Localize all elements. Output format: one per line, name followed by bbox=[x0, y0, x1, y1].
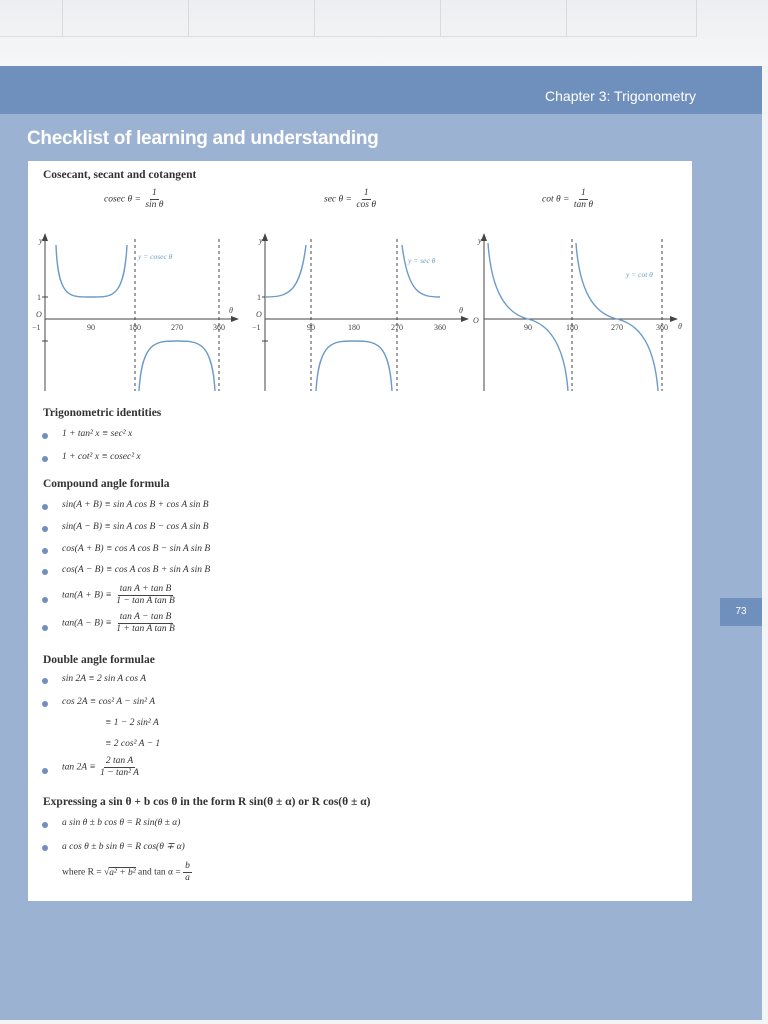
identity-formula: 1 + tan² x ≡ sec² x bbox=[62, 429, 133, 439]
fraction-denominator: 1 − tan² A bbox=[100, 768, 139, 778]
top-tile bbox=[566, 0, 697, 37]
top-tile bbox=[188, 0, 315, 37]
fraction-numerator: b bbox=[185, 861, 190, 871]
origin-label: O bbox=[36, 310, 42, 319]
bullet-point bbox=[42, 456, 48, 462]
section-heading-double: Double angle formulae bbox=[43, 654, 155, 666]
tan-sum-formula bbox=[62, 584, 177, 607]
fraction-denominator: 1 + tan A tan B bbox=[116, 624, 175, 634]
cosec-graph bbox=[28, 231, 243, 396]
top-tile bbox=[440, 0, 567, 37]
fraction-numerator: 2 tan A bbox=[105, 756, 134, 766]
top-margin-strip bbox=[0, 0, 768, 66]
sqrt-symbol: √ bbox=[104, 867, 110, 878]
x-tick-label: 270 bbox=[391, 323, 403, 332]
where-clause bbox=[62, 861, 192, 884]
fraction-denominator: cos θ bbox=[356, 200, 377, 210]
x-tick-label: 270 bbox=[171, 323, 183, 332]
cosec-curve-branch bbox=[56, 245, 127, 297]
section-heading-identities: Trigonometric identities bbox=[43, 407, 162, 419]
bullet-point bbox=[42, 597, 48, 603]
y-axis-arrow bbox=[262, 233, 268, 241]
cot-curve-branch bbox=[576, 243, 658, 391]
sec-definition bbox=[324, 188, 378, 211]
bullet-point bbox=[42, 678, 48, 684]
formula-lhs: cot θ = bbox=[542, 194, 570, 205]
section-heading-compound: Compound angle formula bbox=[43, 478, 170, 490]
cot-definition bbox=[542, 188, 595, 211]
header-band bbox=[0, 66, 762, 114]
y-tick-label: 1 bbox=[37, 293, 41, 302]
y-axis-label: y bbox=[39, 236, 43, 245]
top-tile bbox=[314, 0, 441, 37]
sec-curve-branch bbox=[265, 245, 306, 297]
sec-curve-branch bbox=[402, 245, 440, 297]
fraction-numerator: tan A − tan B bbox=[119, 612, 172, 622]
fraction-denominator: a bbox=[185, 873, 190, 883]
y-axis-label: y bbox=[259, 236, 263, 245]
formula-lhs: cosec θ = bbox=[104, 194, 141, 205]
chapter-label: Chapter 3: Trigonometry bbox=[545, 88, 696, 104]
page-number: 73 bbox=[720, 598, 762, 626]
fraction bbox=[114, 584, 177, 607]
tan-difference-formula bbox=[62, 612, 177, 635]
where-and: and tan α = bbox=[137, 867, 181, 878]
page-title: Checklist of learning and understanding bbox=[27, 128, 379, 149]
cot-curve-branch bbox=[488, 243, 568, 391]
bullet-point bbox=[42, 768, 48, 774]
y-axis-arrow bbox=[481, 233, 487, 241]
x-tick-label: 180 bbox=[348, 323, 360, 332]
y-tick-label: −1 bbox=[32, 323, 41, 332]
bullet-point bbox=[42, 845, 48, 851]
y-axis-arrow bbox=[42, 233, 48, 241]
origin-label: O bbox=[256, 310, 262, 319]
x-axis-label: θ bbox=[678, 322, 682, 331]
fraction bbox=[354, 188, 378, 211]
section-heading-reciprocal: Cosecant, secant and cotangent bbox=[43, 169, 197, 181]
cosec-definition bbox=[104, 188, 165, 211]
fraction-denominator: 1 − tan A tan B bbox=[116, 596, 175, 606]
compound-formula: sin(A − B) ≡ sin A cos B − cos A sin B bbox=[62, 522, 209, 532]
cos-double-alt: ≡ 2 cos² A − 1 bbox=[105, 739, 161, 749]
fraction-numerator: 1 bbox=[581, 188, 586, 198]
x-tick-label: 360 bbox=[213, 323, 225, 332]
fraction bbox=[143, 188, 165, 211]
bullet-point bbox=[42, 433, 48, 439]
expressing-formula: a cos θ ± b sin θ = R cos(θ ∓ α) bbox=[62, 842, 185, 852]
where-prefix: where R = bbox=[62, 867, 102, 878]
x-tick-label: 180 bbox=[129, 323, 141, 332]
x-axis-label: θ bbox=[459, 306, 463, 315]
bullet-point bbox=[42, 701, 48, 707]
fraction-denominator: tan θ bbox=[573, 200, 593, 210]
top-tile bbox=[62, 0, 189, 37]
y-tick-label: 1 bbox=[257, 293, 261, 302]
curve-label: y = cot θ bbox=[626, 270, 653, 279]
x-tick-label: 360 bbox=[656, 323, 668, 332]
x-tick-label: 90 bbox=[87, 323, 95, 332]
sin-double-formula: sin 2A ≡ 2 sin A cos A bbox=[62, 674, 147, 684]
fraction bbox=[114, 612, 177, 635]
compound-formula: cos(A − B) ≡ cos A cos B + sin A sin B bbox=[62, 565, 211, 575]
formula-lhs: tan(A − B) ≡ bbox=[62, 618, 112, 629]
bullet-point bbox=[42, 625, 48, 631]
compound-formula: cos(A + B) ≡ cos A cos B − sin A sin B bbox=[62, 544, 211, 554]
checklist-card bbox=[28, 161, 692, 901]
compound-formula: sin(A + B) ≡ sin A cos B + cos A sin B bbox=[62, 500, 209, 510]
x-tick-label: 270 bbox=[611, 323, 623, 332]
curve-label: y = sec θ bbox=[408, 256, 436, 265]
formula-lhs: tan 2A ≡ bbox=[62, 762, 96, 773]
fraction bbox=[98, 756, 141, 779]
tan-double-formula bbox=[62, 756, 141, 779]
sec-curve-branch bbox=[316, 341, 392, 391]
x-tick-label: 90 bbox=[524, 323, 532, 332]
sqrt-radicand: a² + b² bbox=[109, 867, 136, 878]
fraction bbox=[183, 861, 192, 884]
y-axis-label: y bbox=[478, 236, 482, 245]
fraction-numerator: tan A + tan B bbox=[119, 584, 172, 594]
top-tile bbox=[0, 0, 63, 37]
x-tick-label: 360 bbox=[434, 323, 446, 332]
bullet-point bbox=[42, 526, 48, 532]
identity-formula: 1 + cot² x ≡ cosec² x bbox=[62, 452, 141, 462]
formula-lhs: sec θ = bbox=[324, 194, 352, 205]
y-tick-label: −1 bbox=[252, 323, 261, 332]
fraction-numerator: 1 bbox=[363, 188, 369, 198]
curve-label: y = cosec θ bbox=[138, 252, 173, 261]
origin-label: O bbox=[473, 316, 479, 325]
x-axis-label: θ bbox=[229, 306, 233, 315]
fraction-denominator: sin θ bbox=[145, 200, 164, 210]
formula-lhs: tan(A + B) ≡ bbox=[62, 590, 112, 601]
x-axis-arrow bbox=[231, 316, 239, 322]
cos-double-formula: cos 2A ≡ cos² A − sin² A bbox=[62, 697, 156, 707]
cosec-curve-branch bbox=[139, 341, 215, 391]
x-axis-arrow bbox=[670, 316, 678, 322]
bullet-point bbox=[42, 504, 48, 510]
expressing-formula: a sin θ ± b cos θ = R sin(θ ± α) bbox=[62, 818, 181, 828]
bullet-point bbox=[42, 569, 48, 575]
bullet-point bbox=[42, 822, 48, 828]
fraction bbox=[572, 188, 595, 211]
x-tick-label: 180 bbox=[566, 323, 578, 332]
bullet-point bbox=[42, 548, 48, 554]
cos-double-alt: ≡ 1 − 2 sin² A bbox=[105, 718, 159, 728]
x-tick-label: 90 bbox=[307, 323, 315, 332]
cot-graph bbox=[468, 231, 688, 396]
sec-graph bbox=[248, 231, 473, 396]
section-heading-expressing: Expressing a sin θ + b cos θ in the form R sin(θ ± α) or R cos(θ ± α) bbox=[43, 796, 371, 808]
fraction-numerator: 1 bbox=[152, 188, 157, 198]
